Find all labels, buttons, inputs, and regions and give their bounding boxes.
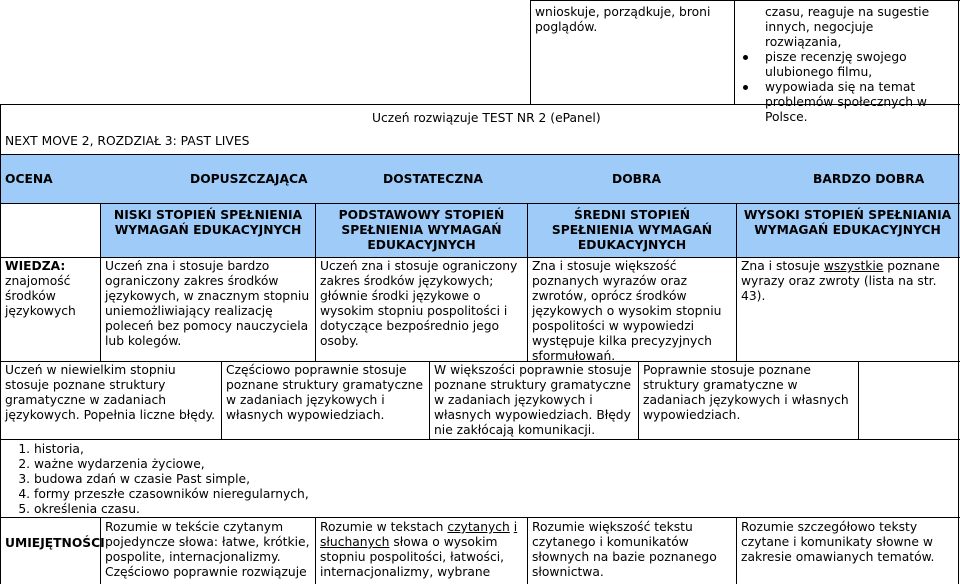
knowledge-cell-wysoki — [737, 258, 958, 305]
level-header-podstawowy: PODSTAWOWY STOPIEŃ SPEŁNIENIA WYMAGAŃ EDUKACYJNYCH — [338, 208, 505, 252]
grammar-cell-1: Uczeń w niewielkim stopniu stosuje poznane struktury gramatyczne w zadaniach językowych. Popełnia liczne błędy. — [5, 363, 216, 422]
rule — [858, 361, 859, 439]
top-row-col3-text: wnioskuje, porządkuje, broni poglądów. — [535, 5, 711, 34]
skills-c2-underlined-1: czytanych — [447, 520, 510, 534]
grammar-cell-4: Poprawnie stosuje poznane struktury gramatyczne w zadaniach językowych i własnych wypowiedziach. — [643, 363, 849, 422]
knowledge-c4-text-end: poznane wyrazy oraz zwroty (lista na str. 43). — [741, 259, 940, 303]
skills-c2-text: Rozumie w tekstach — [320, 520, 448, 534]
grades-header-dostateczna: DOSTATECZNA — [383, 172, 484, 186]
top-row-col4-bullets — [739, 50, 953, 125]
list-item: wypowiada się na temat problemów społecznych w Polsce. — [739, 80, 953, 125]
list-item: 2. ważne wydarzenia życiowe, — [34, 457, 508, 472]
list-item: 5. określenia czasu. — [34, 502, 508, 517]
grades-header-dobra: DOBRA — [612, 172, 662, 186]
grades-header-dopuszczajaca: DOPUSZCZAJĄCA — [190, 172, 308, 186]
knowledge-label — [1, 258, 100, 320]
list-item: 3. budowa zdań w czasie Past simple, — [34, 472, 508, 487]
rule — [958, 0, 959, 584]
knowledge-label-title: WIEDZA: — [5, 259, 66, 273]
grammar-cell-3: W większości poprawnie stosuje poznane struktury gramatyczne w zadaniach językowych i własnych wypowiedziach. Błędy nie zakłócają komunikacji. — [434, 363, 632, 437]
knowledge-cell-niski: Uczeń zna i stosuje bardzo ograniczony zakres środków językowych, w znacznym stopniu uniemożliwiający realizację poleceń bez pomocy nauczyciela lub kolegów. — [105, 259, 310, 348]
rule — [530, 0, 960, 1]
skills-label: UMIEJĘTNOŚCI — [5, 536, 105, 550]
skills-c2-underlined-2: i słuchanych — [320, 520, 518, 549]
rule — [0, 203, 960, 204]
level-header-niski: NISKI STOPIEŃ SPEŁNIENIA WYMAGAŃ EDUKACYJNYCH — [113, 208, 303, 237]
knowledge-label-desc: znajomość środków językowych — [5, 274, 76, 318]
rule — [0, 439, 960, 440]
level-header-sredni: ŚREDNI STOPIEŃ SPEŁNIENIA WYMAGAŃ EDUKACYJNYCH — [551, 208, 713, 252]
skills-c2-text-end: słowa o wysokim stopniu pospolitości, łatwości, internacjonalizmy, wybrane — [320, 535, 505, 579]
skills-cell-wysoki: Rozumie szczegółowo teksty czytane i komunikaty słowne w zakresie omawianych tematów. — [741, 520, 935, 564]
grades-header-ocena: OCENA — [5, 172, 53, 186]
grammar-cell-2: Częściowo poprawnie stosuje poznane struktury gramatyczne w zadaniach językowych i własnych wypowiedziach. — [226, 363, 424, 422]
top-row-col4 — [735, 4, 957, 126]
skills-cell-sredni: Rozumie większość tekstu czytanego i komunikatów słownych na bazie poznanego słownictwa. — [532, 520, 717, 579]
list-item: 4. formy przeszłe czasowników nieregularnych, — [34, 487, 508, 502]
rule — [0, 104, 1, 584]
topics-list — [12, 441, 512, 518]
skills-cell-podstawowy — [316, 519, 527, 581]
skills-cell-niski: Rozumie w tekście czytanym pojedyncze słowa: łatwe, krótkie, pospolite, internacjonalizmy. Częściowo poprawnie rozwiązuje — [105, 520, 310, 579]
knowledge-cell-sredni: Zna i stosuje większość poznanych wyrazów oraz zwrotów, oprócz środków językowych o wysokim stopniu pospolitości w wypowiedzi występuje kilka precyzyjnych sformułowań. — [532, 259, 722, 363]
knowledge-c4-text: Zna i stosuje — [741, 259, 824, 273]
knowledge-cell-podstawowy: Uczeń zna i stosuje ograniczony zakres środków językowych; głównie środki językowe o wysokim stopniu pospolitości i dotyczące bezpośrednio jego osoby. — [320, 259, 518, 348]
rule — [0, 154, 960, 155]
list-item: 1. historia, — [34, 442, 508, 457]
top-row-col4-intro: czasu, reaguje na sugestie innych, negocjuje rozwiązania, — [765, 5, 930, 49]
test-text: Uczeń rozwiązuje TEST NR 2 (ePanel) — [372, 111, 601, 125]
level-header-wysoki: WYSOKI STOPIEŃ SPEŁNIANIA WYMAGAŃ EDUKACYJNYCH — [743, 208, 952, 237]
list-item: pisze recenzję swojego ulubionego filmu, — [739, 50, 953, 80]
knowledge-c4-underlined: wszystkie — [823, 259, 884, 273]
grades-header-bardzo-dobra: BARDZO DOBRA — [813, 172, 925, 186]
chapter-title: NEXT MOVE 2, ROZDZIAŁ 3: PAST LIVES — [5, 134, 250, 148]
